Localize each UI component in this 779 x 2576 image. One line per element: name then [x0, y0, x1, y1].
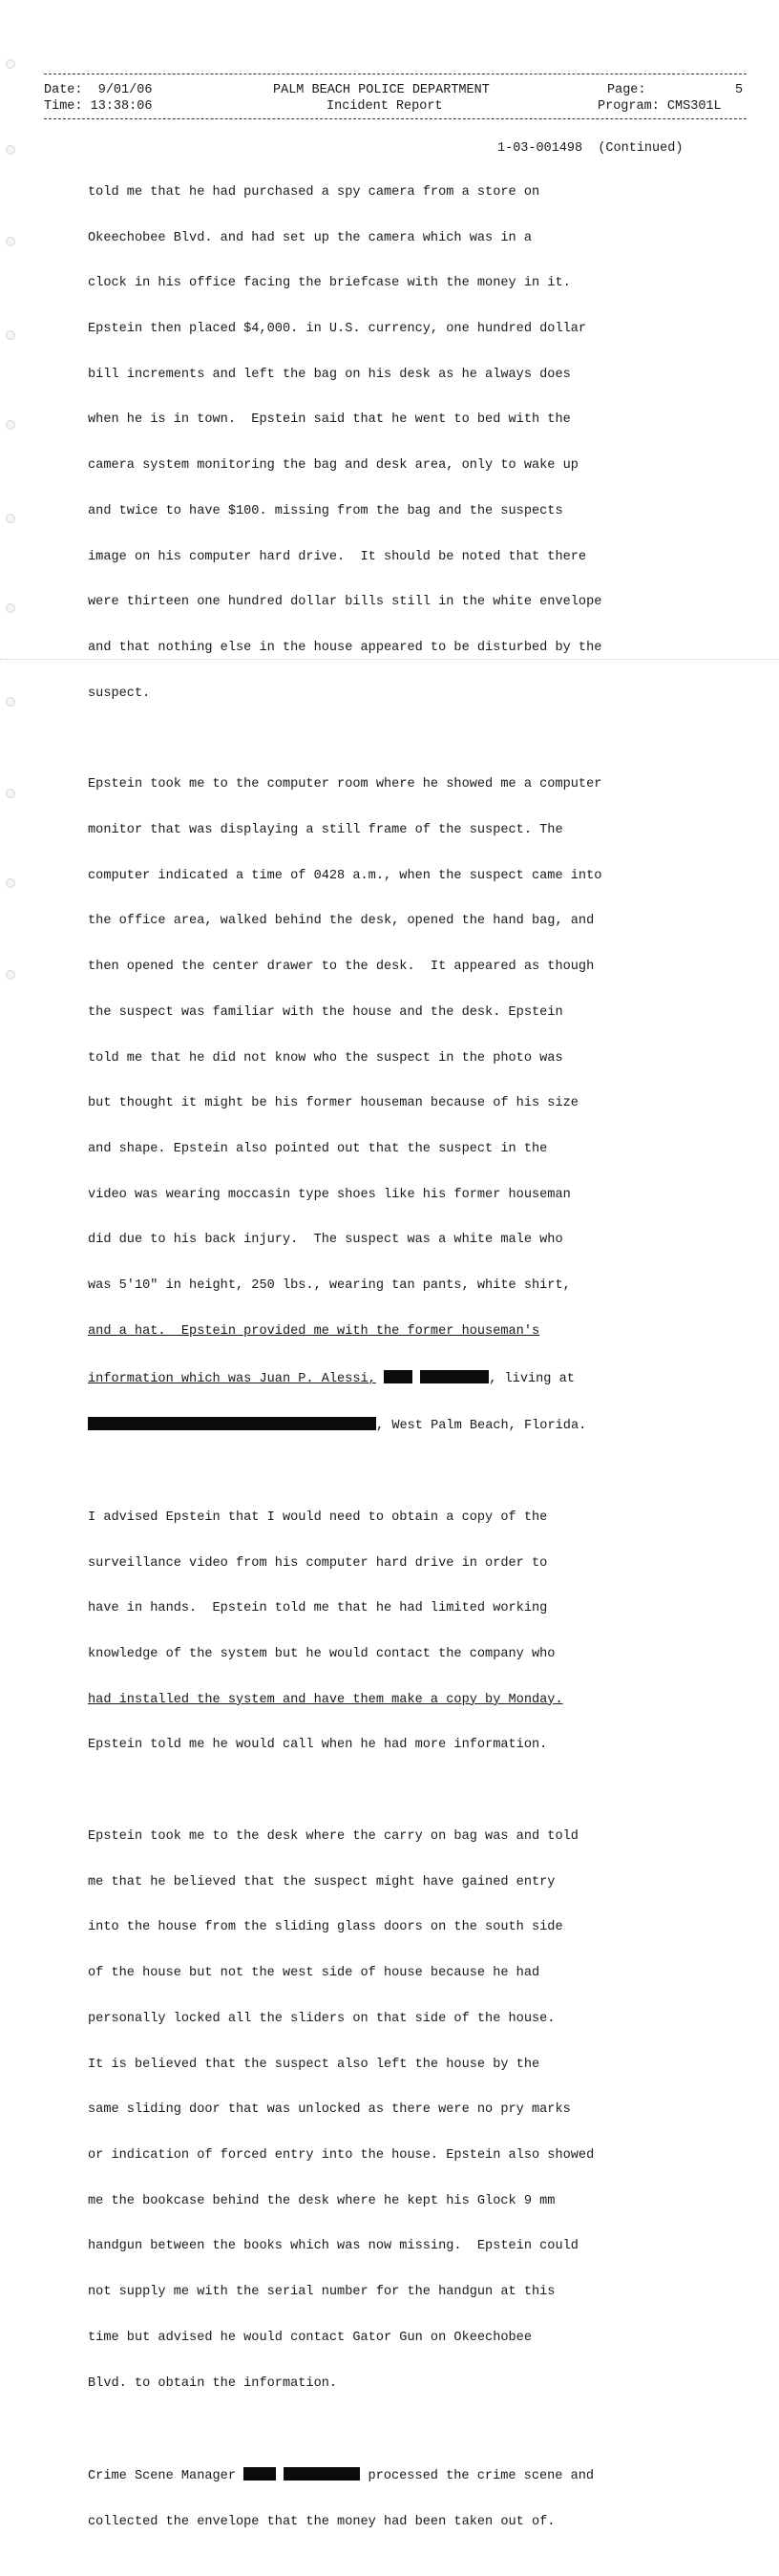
- text-line: Epstein told me he would call when he had more information.: [88, 1738, 548, 1753]
- punch-hole-mark: [6, 59, 15, 69]
- underlined-text: had installed the system and have them make a copy by Monday.: [88, 1692, 563, 1707]
- text-line: or indication of forced entry into the house. Epstein also showed: [88, 2148, 595, 2163]
- text-line: monitor that was displaying a still frame of the suspect. The: [88, 822, 563, 837]
- redaction-bar: [284, 2467, 360, 2481]
- text-line: and shape. Epstein also pointed out that the suspect in the: [88, 1142, 548, 1156]
- line-suffix: , West Palm Beach, Florida.: [376, 1419, 587, 1434]
- text-line: and that nothing else in the house appeared to be disturbed by the: [88, 641, 602, 655]
- text-line: I advised Epstein that I would need to obtain a copy of the: [88, 1510, 548, 1525]
- text-line: when he is in town. Epstein said that he went to bed with the: [88, 412, 571, 428]
- header-page: [607, 82, 646, 98]
- text-line: knowledge of the system but he would contact the company who: [88, 1647, 556, 1661]
- text-line: Epstein then placed $4,000. in U.S. currency, one hundred dollar: [88, 321, 587, 336]
- text-line: bill increments and left the bag on his desk as he always does: [88, 367, 571, 382]
- text-line: Epstein took me to the computer room where he showed me a computer: [88, 777, 602, 792]
- text-line: the office area, walked behind the desk, opened the hand bag, and: [88, 914, 595, 929]
- report-type: Incident Report: [326, 99, 443, 114]
- redaction-bar: [243, 2467, 276, 2481]
- text-line: the suspect was familiar with the house and the desk. Epstein: [88, 1004, 563, 1020]
- text-line: time but advised he would contact Gator Gun on Okeechobee: [88, 2330, 532, 2345]
- underlined-text: and a hat. Epstein provided me with the former houseman's: [88, 1323, 540, 1339]
- text-line: personally locked all the sliders on that side of the house.: [88, 2011, 556, 2026]
- text-line: video was wearing moccasin type shoes like his former houseman: [88, 1187, 571, 1202]
- case-status: (Continued): [598, 141, 684, 156]
- punch-hole-mark: [6, 514, 15, 523]
- text-line: clock in his office facing the briefcase with the money in it.: [88, 276, 571, 291]
- punch-hole-mark: [6, 330, 15, 340]
- text-line: collected the envelope that the money had been taken out of.: [88, 2514, 556, 2529]
- paragraph-4: [88, 1799, 699, 2421]
- punch-hole-mark: [6, 789, 15, 798]
- text-line: not supply me with the serial number for the handgun at this: [88, 2285, 556, 2300]
- text-line: handgun between the books which was now missing. Epstein could: [88, 2239, 579, 2254]
- text-line: was 5'10" in height, 250 lbs., wearing tan pants, white shirt,: [88, 1278, 571, 1294]
- punch-hole-mark: [6, 878, 15, 888]
- punch-hole-mark: [6, 237, 15, 246]
- underlined-text: information which was Juan P. Alessi,: [88, 1371, 376, 1386]
- line-suffix: , living at: [489, 1371, 575, 1386]
- program-value: CMS301L: [666, 99, 722, 114]
- program-label: Program:: [598, 99, 660, 114]
- time-value: 13:38:06: [90, 99, 153, 114]
- paragraph-1: [88, 155, 699, 731]
- punch-hole-mark: [6, 145, 15, 155]
- text-line: [88, 1324, 699, 1340]
- text-line: computer indicated a time of 0428 a.m., when the suspect came into: [88, 868, 602, 883]
- text-line: me the bookcase behind the desk where he kept his Glock 9 mm: [88, 2193, 556, 2208]
- header-date: [44, 82, 152, 98]
- paragraph-5: [88, 2437, 699, 2560]
- text-line: Okeechobee Blvd. and had set up the camera which was in a: [88, 230, 532, 245]
- text-line: have in hands. Epstein told me that he had limited working: [88, 1601, 548, 1616]
- punch-hole-mark: [6, 603, 15, 613]
- page-number: 5: [735, 83, 744, 97]
- paragraph-3: [88, 1480, 699, 1784]
- text-line: did due to his back injury. The suspect was a white male who: [88, 1233, 563, 1248]
- text-line: were thirteen one hundred dollar bills still in the white envelope: [88, 595, 602, 610]
- paragraph-2: [88, 747, 699, 1465]
- report-body: [88, 155, 699, 2576]
- text-line: but thought it might be his former houseman because of his size: [88, 1096, 579, 1111]
- text-line: into the house from the sliding glass doors on the south side: [88, 1920, 563, 1935]
- header-bottom-rule: [44, 118, 747, 119]
- text-line: and twice to have $100. missing from the bag and the suspects: [88, 503, 563, 518]
- date-value: 9/01/06: [97, 83, 153, 97]
- text-line: [88, 1693, 699, 1708]
- redaction-bar: [88, 1417, 376, 1430]
- text-line: suspect.: [88, 686, 151, 701]
- text-line: [88, 1417, 699, 1434]
- line-suffix: processed the crime scene and: [368, 2469, 595, 2484]
- text-line: Blvd. to obtain the information.: [88, 2375, 338, 2391]
- text-line: of the house but not the west side of house because he had: [88, 1966, 540, 1981]
- header-time: [44, 98, 152, 115]
- text-line: same sliding door that was unlocked as there were no pry marks: [88, 2102, 571, 2118]
- punch-hole-mark: [6, 697, 15, 707]
- date-label: Date:: [44, 83, 83, 97]
- text-line: camera system monitoring the bag and desk area, only to wake up: [88, 458, 579, 474]
- case-number: 1-03-001498: [497, 141, 583, 156]
- punch-hole-mark: [6, 420, 15, 430]
- text-line: Epstein took me to the desk where the carry on bag was and told: [88, 1828, 579, 1844]
- redaction-bar: [384, 1370, 412, 1383]
- text-line: told me that he did not know who the suspect in the photo was: [88, 1050, 563, 1066]
- header-program: [598, 98, 722, 115]
- text-line: surveillance video from his computer hard drive in order to: [88, 1555, 548, 1571]
- department-name: PALM BEACH POLICE DEPARTMENT: [273, 83, 490, 97]
- text-line: then opened the center drawer to the desk. It appeared as though: [88, 960, 595, 975]
- text-line: image on his computer hard drive. It should be noted that there: [88, 549, 587, 564]
- text-line: [88, 2467, 699, 2484]
- redaction-bar: [420, 1370, 489, 1383]
- time-label: Time:: [44, 99, 83, 114]
- text-line: [88, 1370, 699, 1387]
- text-line: me that he believed that the suspect might have gained entry: [88, 1874, 556, 1890]
- text-line: told me that he had purchased a spy camera from a store on: [88, 184, 540, 200]
- text-line: It is believed that the suspect also left the house by the: [88, 2057, 540, 2072]
- punch-hole-mark: [6, 970, 15, 980]
- line-prefix: Crime Scene Manager: [88, 2469, 236, 2484]
- page-label: Page:: [607, 83, 646, 97]
